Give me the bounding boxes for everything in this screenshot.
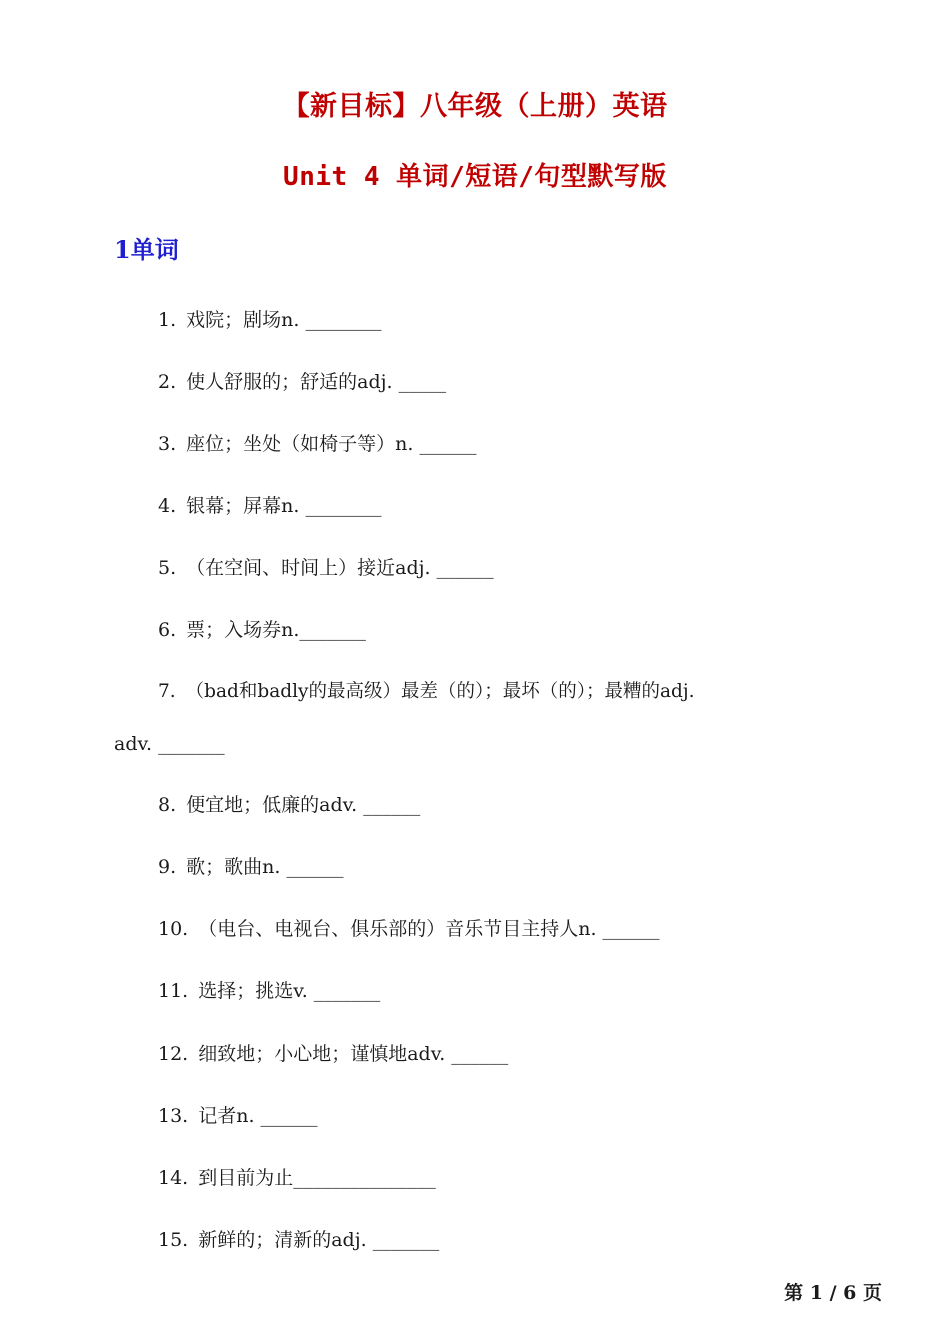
answer-blank[interactable]: ______ (363, 794, 421, 816)
item-number: 1. (158, 309, 177, 331)
item-text: 歌；歌曲n. (186, 856, 281, 878)
item-number: 2. (158, 371, 177, 393)
list-item (158, 432, 476, 456)
answer-blank[interactable]: ______ (419, 433, 477, 455)
answer-blank[interactable]: _______________ (293, 1167, 436, 1189)
item-number: 7. (158, 681, 176, 702)
section-heading: 1单词 (114, 235, 179, 264)
answer-blank[interactable]: _______ (158, 733, 225, 755)
document-subtitle: Unit 4 单词/短语/句型默写版 (283, 162, 667, 192)
list-item (158, 370, 446, 394)
item-text: 便宜地；低廉的adv. (186, 794, 358, 816)
list-item (158, 1104, 318, 1128)
item-number: 10. (158, 918, 189, 940)
list-item (158, 556, 494, 580)
document-title: 【新目标】八年级（上册）英语 (282, 91, 668, 122)
item-number: 12. (158, 1043, 189, 1065)
item-text: （在空间、时间上）接近adj. (186, 557, 431, 579)
list-item (158, 917, 660, 941)
answer-blank[interactable]: ______ (451, 1043, 509, 1065)
item-number: 14. (158, 1167, 189, 1189)
item-number: 9. (158, 856, 177, 878)
item-text: （电台、电视台、俱乐部的）音乐节目主持人n. (198, 918, 597, 940)
item-text: 戏院；剧场n. (186, 309, 300, 331)
item-number: 3. (158, 433, 177, 455)
item-text: 使人舒服的；舒适的adj. (186, 371, 393, 393)
list-item (158, 979, 380, 1003)
list-item (158, 494, 381, 518)
item-text: 选择；挑选v. (198, 980, 308, 1002)
list-item (158, 793, 420, 817)
item-number: 6. (158, 619, 177, 641)
answer-blank[interactable]: _____ (398, 371, 447, 393)
answer-blank[interactable]: ______ (286, 856, 344, 878)
list-item (158, 1166, 436, 1190)
answer-blank[interactable]: ________ (305, 309, 382, 331)
item-text: 新鲜的；清新的adj. (198, 1229, 367, 1251)
answer-blank[interactable]: ______ (436, 557, 494, 579)
answer-blank[interactable]: ______ (260, 1105, 318, 1127)
answer-blank[interactable]: _______ (299, 619, 366, 641)
answer-blank[interactable]: ______ (602, 918, 660, 940)
item-number: 4. (158, 495, 177, 517)
item-number: 11. (158, 980, 189, 1002)
item-text: 座位；坐处（如椅子等）n. (186, 433, 414, 455)
answer-blank[interactable]: _______ (313, 980, 381, 1002)
list-item (158, 1042, 508, 1066)
item-text: 到目前为止 (198, 1167, 294, 1189)
item-text: 细致地；小心地；谨慎地adv. (198, 1043, 446, 1065)
list-item (158, 1228, 439, 1252)
list-item (158, 680, 694, 704)
item-text-continued: adv. (114, 733, 153, 755)
list-item-continuation (114, 732, 225, 756)
item-text: 记者n. (198, 1105, 255, 1127)
list-item (158, 855, 343, 879)
item-number: 13. (158, 1105, 189, 1127)
list-item (158, 618, 366, 642)
list-item (158, 308, 381, 332)
item-text: 银幕；屏幕n. (186, 495, 300, 517)
item-number: 8. (158, 794, 177, 816)
item-text: （bad和badly的最高级）最差（的）；最坏（的）；最糟的adj. (185, 681, 695, 702)
page-number: 第 1 / 6 页 (784, 1282, 882, 1304)
item-number: 15. (158, 1229, 189, 1251)
answer-blank[interactable]: ________ (305, 495, 382, 517)
answer-blank[interactable]: _______ (372, 1229, 440, 1251)
item-number: 5. (158, 557, 177, 579)
item-text: 票；入场券n. (186, 619, 300, 641)
